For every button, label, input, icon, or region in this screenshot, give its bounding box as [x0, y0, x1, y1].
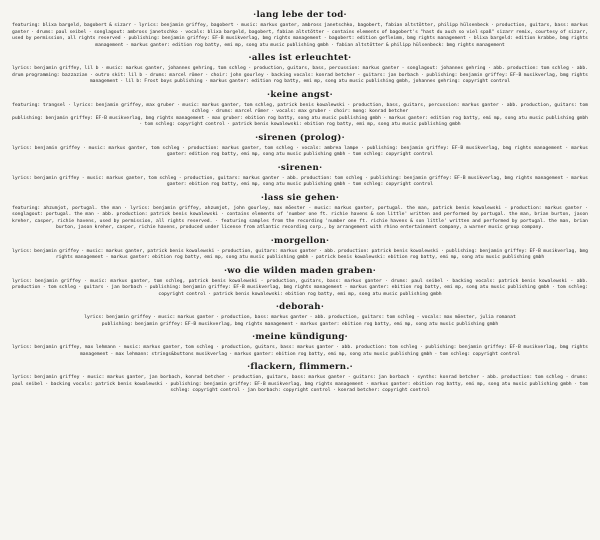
track-credits: lyrics: benjamin griffey · music: markus ganter, jan borbach, konrad betcher · production, guitars, bass: markus ganter · guitars: jan borbach · synths: konrad betcher · abb. production: tom schleg · drums: paul seibel · backing vocals: patrick benis kowalewski · publishing: benjamin griffey: EF-B musikverlag, bmg rights management · markus ganter: ebition rog batty, emi mp, song atu music publishing gmbh · tom schleg: copyright control · jan borbach: copyright control · konrad betcher: copyright control — [12, 375, 588, 393]
track-section — [12, 163, 588, 189]
track-credits: publishing: benjamin griffey: EF-B musikverlag, bmg rights management · markus ganter: ebition rog batty, emi mp, song atu music publishing gmbh — [101, 321, 499, 327]
track-credits: lyrics: benjamin griffey · music: markus ganter, tom schleg · production, guitars: markus ganter · abb. production: tom schleg · publishing: benjamin griffey: EF-B musikverlag, bmg rights management · markus ganter: ebition rog batty, emi mp, song atu music publishing gmbh · tom schleg: copyright control — [12, 175, 588, 187]
track-title: ·sirenen (prolog)· — [255, 132, 345, 143]
track-credits: featuring: ahzumjot, portugal. the man · lyrics: benjamin griffey, ahzumjot, john gourley, max möester · music: markus ganter, portugal. the man, patrick benis kowalewski · production: markus ganter · songlagout: portugal. the man · abb. production: patrick benis kowalewski · contains elements of 'number one ft. richie havens & son little' written and performed by portugal. the man, brian burton, jason kreher, casper, richie havens, used by permission, all rights reserved. · featuring samples from the recording 'number one ft. richie havens & son little' written and performed by portugal. the man, brian burton, jason kreher, casper, richie havens, produced under license from atlantic recording corp., by arrangement with rhino entertainment company, a warner music group company. — [12, 205, 588, 230]
track-section — [12, 10, 588, 49]
track-section — [12, 332, 588, 358]
track-title: ·morgellon· — [270, 235, 330, 246]
track-title: ·lang lebe der tod· — [253, 10, 347, 20]
track-title: ·meine kündigung· — [252, 332, 348, 342]
track-credits: lyrics: benjamin griffey · music: markus ganter, tom schleg, patrick benis kowalewski · production, guitars, bass: markus ganter · drums: paul seibel · backing vocals: patrick benis kowalewski · abb. production · tom schleg · guitars · jan borbach · publishing: benjamin griffey: EF-B musikverlag, bmg rights management · markus ganter: ebition rog batty, emi mp, song atu music publishing gmbh · tom schleg: copyright control · patrick benis kowalewski: ebition rog batty, emi mp, song atu music publishing gmbh — [12, 278, 588, 297]
track-section — [12, 193, 588, 232]
track-title: ·lass sie gehen· — [260, 192, 340, 203]
track-credits: lyrics: benjamin griffey · music: markus ganter, patrick benis kowalewski · production, guitars: markus ganter · abb. production: patrick benis kowalewski · publishing: benjamin griffey: EF-B musikverlag, bmg rights management · markus ganter: ebition rog batty, emi mp, song atu music publishing gmbh · patrick benis kowalewski: ebition rog batty, emi mp, song atu music publishing gmbh — [12, 248, 588, 260]
track-section — [12, 302, 588, 328]
track-section — [12, 266, 588, 299]
track-credits: lyrics: benjamin griffey · music: markus ganter, tom schleg · production: markus ganter, tom schleg · vocals: ambrea lampe · publishing: benjamin griffey: EF-B musikverlag, bmg rights management · markus ganter: edition rog batty, emi mp, song atu music publishing gmbh · tom schleg: copyright control — [12, 145, 588, 157]
track-credits: lyrics: benjamin griffey · music: markus ganter · production, bass: markus ganter · abb. production, guitars: tom schleg · vocals: max möester, julia romanat — [84, 315, 516, 320]
track-title: ·deborah· — [275, 302, 325, 312]
track-title: ·keine angst· — [267, 89, 333, 100]
track-credits: featuring: blixa bargeld, bagobert & sizarr · lyrics: benjamin griffey, bagobert · music: markus ganter, ambross janetschko, bagobert, fabian altstötter, philipp hülsenbeck · production, guitars, bass: markus ganter · drums: paul seibel · songlagout: ambross janetschko · vocals: blixa bargeld, bagobert, fabian altstötter · contains elements of bagobert's "hast du auch so viel spaß" sizarr remix, courtesy of sizarr, used by permission, all rights reserved · publishing: benjamin griffey: EF-B musikverlag, bmg rights management · bagobert: edition gefleimm, bmg rights management · blixa bargeld: edition krabbe, bmg rights management · markus ganter: edition rog batty, emi mp, song atu music publishing gmbh · fabian altstötter & philipp hülsenbeck: bmg rights management — [12, 23, 588, 48]
track-title: ·flackern, flimmern.· — [247, 362, 353, 372]
track-credits: featuring: trangsel · lyrics: benjamin griffey, max gruber · music: markus ganter, tom schleg, patrick benis kowalewski · production, bass, guitars, percussion: markus ganter · abb. production, guitars: tom schleg · drums: marcel römer · vocals: max gruber · choir: mong: konrad betcher — [12, 102, 588, 114]
track-section — [12, 362, 588, 395]
track-credits: lyrics: benjamin griffey, lil b · music: markus ganter, johannes gehring, tom schleg · production, guitars, bass, percussion: markus ganter · songlagout: johannes gehring · abb. production: tom schleg · abb. drum programming: bazzazian · outro skit: lil b · drums: marcel römer · choir: john gourley · backing vocals: konrad betcher · guitars: jan borbach · publishing: benjamin griffey: EF-B musikverlag, bmg rights management · lil b: Frost boys publishing · markus ganter: edition rog batty, emi mp, song atu music publishing gmbh, johannes gehring: copyright control — [12, 66, 588, 84]
track-section — [12, 236, 588, 262]
track-title: ·alles ist erleuchtet· — [248, 53, 352, 63]
track-section — [12, 133, 588, 159]
track-title: ·sirenen· — [277, 162, 323, 173]
track-section — [12, 90, 588, 129]
track-credits: publishing: benjamin griffey: EF-B musikverlag, bmg rights management · max gruber: ebition rog batty, song atu music publishing gmbh · markus ganter: edition rog batty, emi mp, song atu music publishing gmbh · tom schleg: copyright control · patrick benis kowalewski: ebition rog batty, emi mp, song atu music publishing gmbh — [12, 115, 588, 127]
track-section — [12, 53, 588, 86]
track-credits: lyrics: benjamin griffey, max lehmann · music: markus ganter, tom schleg · production, guitars, bass: markus ganter · abb. production: tom schleg · publishing: benjamin griffey: EF-B musikverlag, bmg rights management · max lehmann: strings&buttons musikverlag · markus ganter: ebition rog batty, emi mp, song atu music publishing gmbh · tom schleg: copyright control — [12, 345, 588, 357]
track-title: ·wo die wilden maden graben· — [223, 265, 377, 276]
